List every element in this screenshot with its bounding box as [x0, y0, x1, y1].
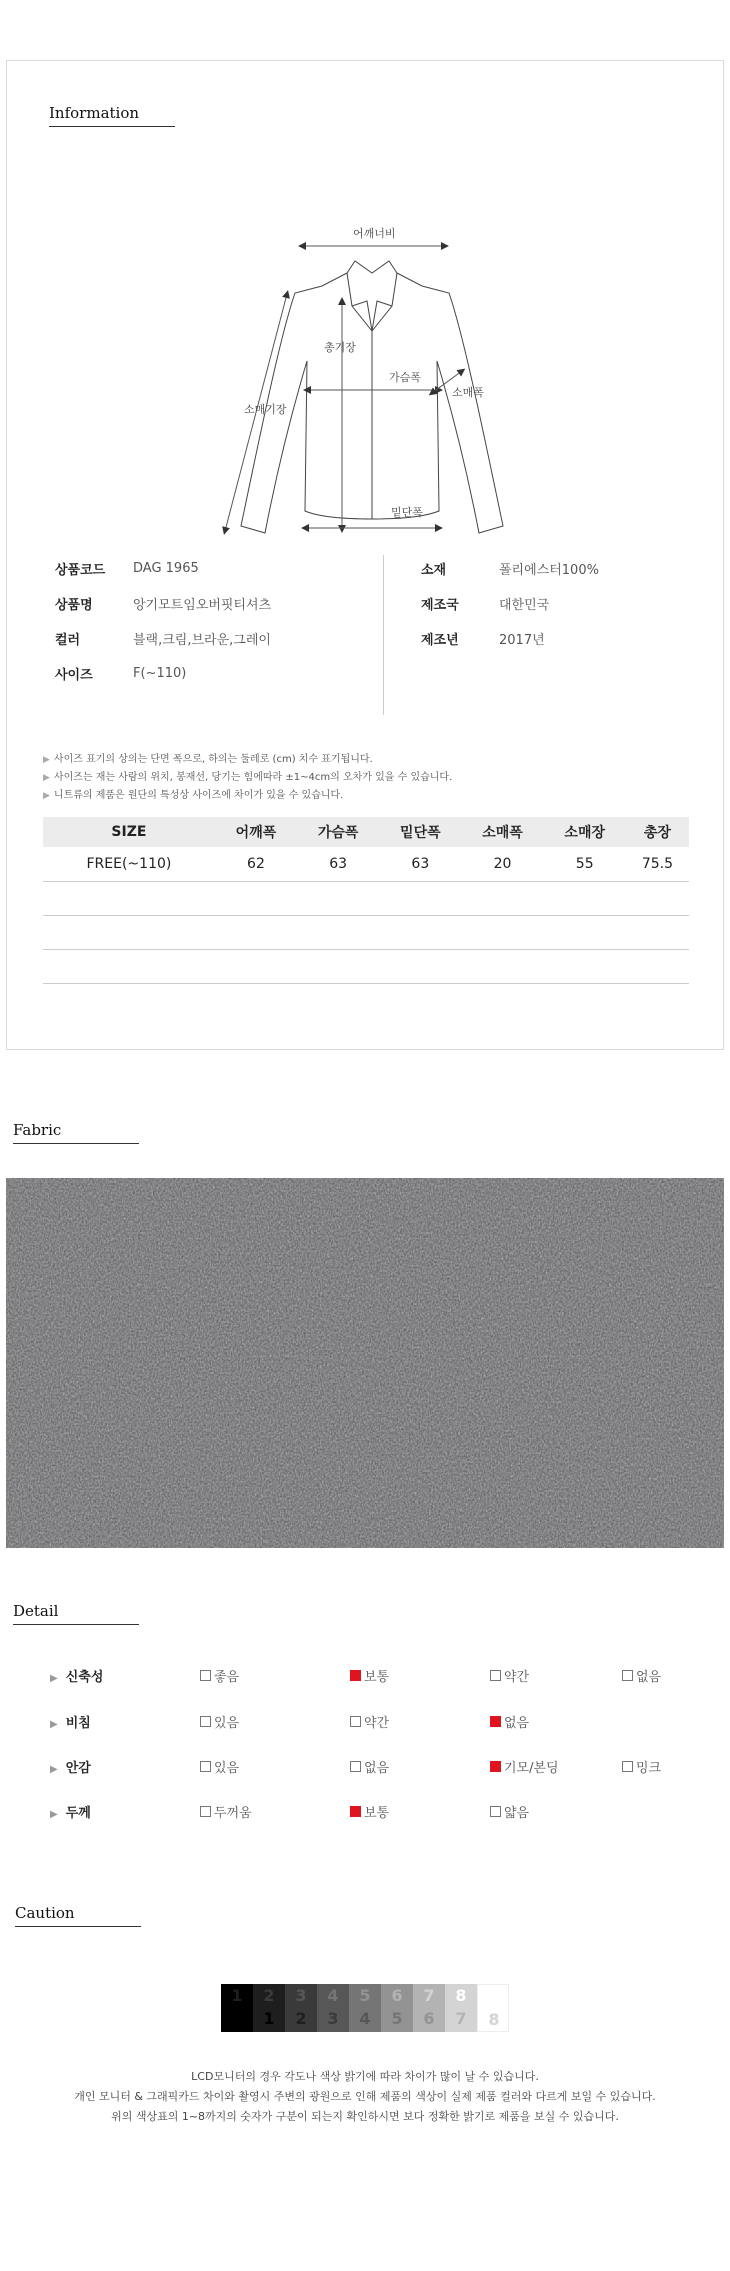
detail-option [622, 1666, 661, 1685]
table-cell [379, 915, 461, 949]
detail-label-text: 안감 [65, 1761, 91, 1776]
spec-row [421, 621, 599, 656]
detail-row [50, 1796, 710, 1826]
size-table-header-cell: 어깨폭 [215, 817, 297, 847]
checked-box-icon [490, 1716, 501, 1727]
note-line [43, 751, 452, 769]
swatch-number-bottom: 6 [423, 2009, 435, 2028]
spec-list-left [55, 551, 271, 691]
triangle-icon: ▶ [50, 1673, 58, 1684]
detail-row-label [50, 1802, 91, 1821]
caution-line: LCD모니터의 경우 각도나 색상 밝기에 따라 차이가 많이 날 수 있습니다. [191, 2070, 539, 2083]
table-cell [297, 881, 379, 915]
table-cell: 63 [379, 847, 461, 881]
detail-option-text: 있음 [214, 1716, 240, 1731]
note-line [43, 787, 452, 805]
detail-option [490, 1666, 529, 1685]
table-cell [43, 881, 215, 915]
table-cell [626, 881, 689, 915]
triangle-icon: ▶ [50, 1809, 58, 1820]
detail-row-label [50, 1712, 91, 1731]
detail-option-text: 보통 [364, 1670, 390, 1685]
size-table-header-cell: SIZE [43, 817, 215, 847]
information-panel [6, 60, 724, 1050]
triangle-icon: ▶ [43, 791, 50, 801]
spec-row [55, 586, 271, 621]
table-cell [297, 949, 379, 983]
checkbox-icon [200, 1670, 211, 1681]
table-cell [461, 949, 543, 983]
spec-list-right [421, 551, 599, 656]
table-cell [461, 881, 543, 915]
checkbox-icon [490, 1806, 501, 1817]
table-cell: 63 [297, 847, 379, 881]
swatch-cell [221, 1984, 253, 2032]
detail-title: Detail [13, 1602, 139, 1625]
table-cell [43, 949, 215, 983]
swatch-number-bottom: 2 [295, 2009, 307, 2028]
spec-key: 컬러 [55, 633, 81, 648]
label-chest: 가슴폭 [389, 371, 421, 384]
swatch-number-top: 6 [391, 1986, 403, 2005]
spec-value: 앙기모트임오버핏티셔츠 [133, 598, 272, 613]
table-cell [626, 949, 689, 983]
detail-option-text: 두꺼움 [214, 1806, 252, 1821]
table-row-empty [43, 881, 689, 915]
spec-row [55, 656, 271, 691]
detail-option-text: 얇음 [504, 1806, 530, 1821]
swatch-number-top: 5 [359, 1986, 371, 2005]
swatch-cell [285, 1984, 317, 2032]
note-text: 니트류의 제품은 원단의 특성상 사이즈에 차이가 있을 수 있습니다. [53, 790, 344, 801]
spec-row [55, 551, 271, 586]
spec-key: 상품코드 [55, 563, 106, 578]
detail-option [200, 1802, 252, 1821]
swatch-number-top: 7 [423, 1986, 435, 2005]
table-cell: FREE(~110) [43, 847, 215, 881]
label-sleeve-length: 소매기장 [244, 403, 287, 416]
spec-key: 제조년 [421, 633, 459, 648]
spec-row [55, 621, 271, 656]
checked-box-icon [350, 1670, 361, 1681]
table-cell: 75.5 [626, 847, 689, 881]
table-cell [215, 915, 297, 949]
table-cell: 62 [215, 847, 297, 881]
detail-option-text: 밍크 [636, 1761, 662, 1776]
spec-value: 폴리에스터100% [499, 563, 599, 578]
table-cell [379, 881, 461, 915]
detail-option [490, 1712, 529, 1731]
swatch-number-bottom: 4 [359, 2009, 371, 2028]
brightness-swatch [221, 1984, 509, 2032]
swatch-number-top: 8 [455, 1986, 467, 2005]
table-cell [297, 915, 379, 949]
detail-option-text: 없음 [636, 1670, 662, 1685]
detail-option [622, 1757, 661, 1776]
swatch-cell [413, 1984, 445, 2032]
detail-option [350, 1802, 389, 1821]
table-cell [215, 881, 297, 915]
spec-value: 2017년 [499, 633, 545, 648]
detail-label-text: 신축성 [65, 1670, 104, 1685]
swatch-number-top: 1 [231, 1986, 243, 2005]
detail-row [50, 1660, 710, 1690]
swatch-cell [477, 1984, 509, 2032]
size-table-header [43, 817, 689, 847]
spec-key: 제조국 [421, 598, 459, 613]
size-table-header-cell: 소매장 [544, 817, 626, 847]
triangle-icon: ▶ [50, 1764, 58, 1775]
swatch-number-bottom: 1 [263, 2009, 275, 2028]
detail-option [200, 1666, 239, 1685]
triangle-icon: ▶ [43, 773, 50, 783]
size-diagram [207, 161, 537, 561]
swatch-number-bottom: 7 [455, 2009, 467, 2028]
detail-option-text: 없음 [364, 1761, 390, 1776]
detail-option-text: 약간 [504, 1670, 530, 1685]
detail-option [200, 1712, 239, 1731]
checkbox-icon [200, 1806, 211, 1817]
table-cell: 20 [461, 847, 543, 881]
detail-option-text: 좋음 [214, 1670, 240, 1685]
detail-row-label [50, 1757, 91, 1776]
detail-option [490, 1757, 559, 1776]
table-cell [544, 915, 626, 949]
detail-row-label [50, 1666, 103, 1685]
triangle-icon: ▶ [43, 755, 50, 765]
checkbox-icon [350, 1761, 361, 1772]
table-row-empty [43, 915, 689, 949]
detail-row [50, 1751, 710, 1781]
label-hem: 밑단폭 [391, 506, 423, 519]
table-cell [544, 949, 626, 983]
table-cell [215, 949, 297, 983]
checkbox-icon [200, 1716, 211, 1727]
swatch-cell [445, 1984, 477, 2032]
swatch-cell [349, 1984, 381, 2032]
checkbox-icon [622, 1670, 633, 1681]
label-shoulder: 어깨너비 [353, 227, 396, 240]
detail-option-text: 보통 [364, 1806, 390, 1821]
table-cell: 55 [544, 847, 626, 881]
swatch-number-bottom: 3 [327, 2009, 339, 2028]
checked-box-icon [350, 1806, 361, 1817]
detail-row [50, 1706, 710, 1736]
note-line [43, 769, 452, 787]
table-cell [544, 881, 626, 915]
caution-line: 개인 모니터 & 그래픽카드 차이와 촬영시 주변의 광원으로 인해 제품의 색상이 실제 제품 컬러와 다르게 보일 수 있습니다. [74, 2090, 656, 2103]
swatch-number-top: 3 [295, 1986, 307, 2005]
swatch-number-top: 2 [263, 1986, 275, 2005]
spec-key: 사이즈 [55, 668, 93, 683]
swatch-cell [317, 1984, 349, 2032]
detail-option [200, 1757, 239, 1776]
detail-option-text: 약간 [364, 1716, 390, 1731]
label-length: 총기장 [324, 341, 356, 354]
size-table-header-cell: 가슴폭 [297, 817, 379, 847]
note-text: 사이즈 표기의 상의는 단면 폭으로, 하의는 둘레로 (cm) 치수 표기됩니다. [53, 754, 373, 765]
detail-label-text: 두께 [65, 1806, 91, 1821]
information-title: Information [49, 104, 175, 127]
detail-option-text: 없음 [504, 1716, 530, 1731]
spec-value: F(~110) [133, 666, 187, 681]
detail-option-text: 기모/본딩 [504, 1761, 559, 1776]
detail-label-text: 비침 [65, 1716, 91, 1731]
fabric-title: Fabric [13, 1121, 139, 1144]
swatch-cell [381, 1984, 413, 2032]
table-cell [626, 915, 689, 949]
detail-option [350, 1757, 389, 1776]
checkbox-icon [622, 1761, 633, 1772]
detail-option [490, 1802, 529, 1821]
table-row [43, 847, 689, 881]
checkbox-icon [490, 1670, 501, 1681]
caution-title: Caution [15, 1904, 141, 1927]
table-row-empty [43, 949, 689, 983]
spec-key: 상품명 [55, 598, 93, 613]
checkbox-icon [200, 1761, 211, 1772]
size-table-header-cell: 소매폭 [461, 817, 543, 847]
note-text: 사이즈는 재는 사람의 위치, 봉재선, 당기는 힘에따라 ±1~4cm의 오차가 있을 수 있습니다. [53, 772, 453, 783]
table-cell [43, 915, 215, 949]
checkbox-icon [350, 1716, 361, 1727]
size-table-header-cell: 총장 [626, 817, 689, 847]
size-notes [43, 751, 452, 805]
size-table [43, 817, 689, 984]
spec-row [421, 551, 599, 586]
triangle-icon: ▶ [50, 1719, 58, 1730]
caution-text [0, 2067, 730, 2127]
checked-box-icon [490, 1761, 501, 1772]
table-cell [461, 915, 543, 949]
label-sleeve-width: 소매폭 [452, 386, 484, 399]
swatch-number-top: 4 [327, 1986, 339, 2005]
detail-option [350, 1666, 389, 1685]
caution-line: 위의 색상표의 1~8까지의 숫자가 구분이 되는지 확인하시면 보다 정확한 밝기로 제품을 보실 수 있습니다. [111, 2110, 619, 2123]
spec-value: 블랙,크림,브라운,그레이 [133, 633, 271, 648]
size-table-header-cell: 밑단폭 [379, 817, 461, 847]
swatch-number-bottom: 5 [391, 2009, 403, 2028]
detail-option [350, 1712, 389, 1731]
spec-value: DAG 1965 [133, 561, 199, 576]
spec-key: 소재 [421, 563, 447, 578]
detail-option-text: 있음 [214, 1761, 240, 1776]
fabric-texture-image [6, 1178, 724, 1548]
table-cell [379, 949, 461, 983]
spec-row [421, 586, 599, 621]
spec-divider [383, 555, 384, 715]
swatch-cell [253, 1984, 285, 2032]
swatch-number-bottom: 8 [488, 2010, 500, 2029]
spec-value: 대한민국 [499, 598, 550, 613]
